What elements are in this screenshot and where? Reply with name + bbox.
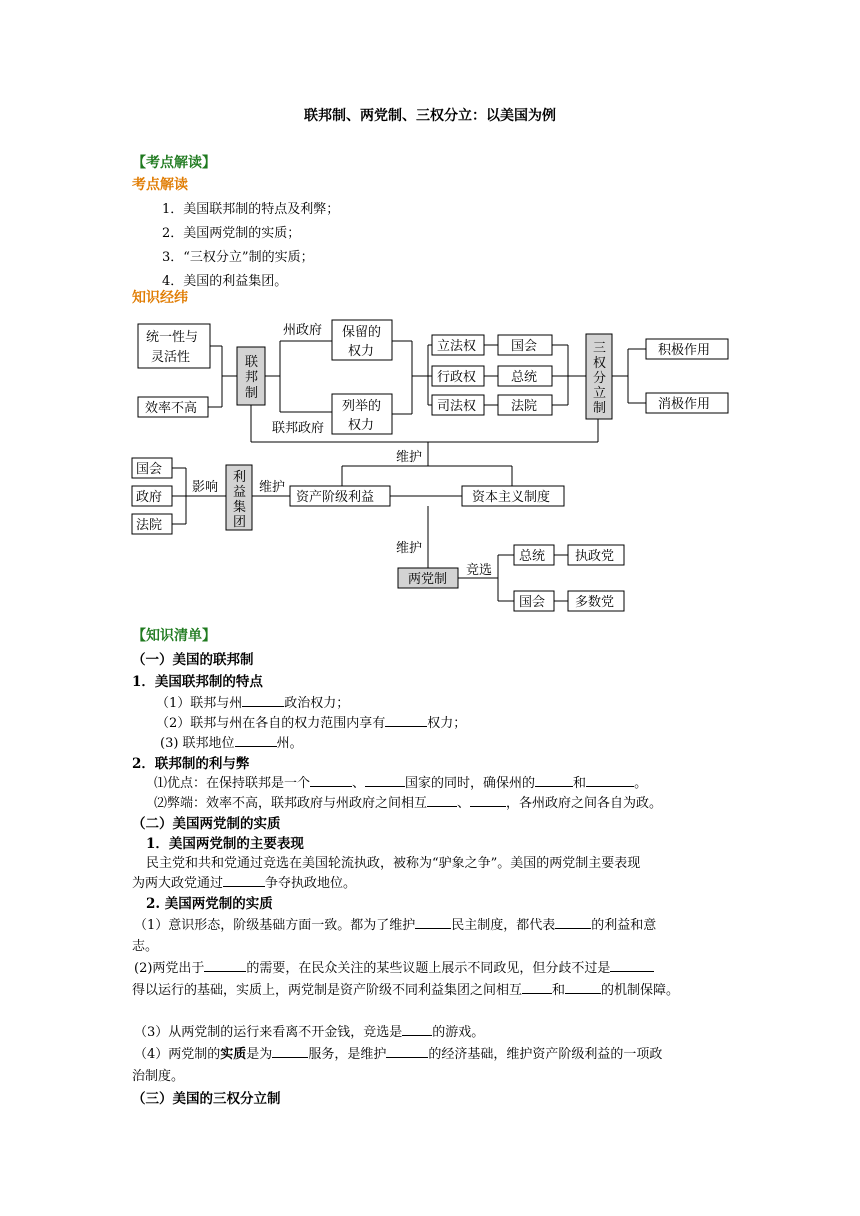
s1-line3: (3) 联邦地位 州。 (160, 732, 303, 751)
node-zongtong2: 总统 (519, 549, 546, 564)
node-left-fayuan: 法院 (136, 518, 163, 533)
s2-para4: （3）从两党制的运行来看离不开金钱，竞选是 的游戏。 (134, 1021, 484, 1040)
s2-para5-line1: （4）两党制的实质是为 服务，是维护 的经济基础，维护资产阶级利益的一项政 (134, 1043, 662, 1062)
page-title: 联邦制、两党制、三权分立：以美国为例 (304, 108, 556, 124)
node-duoshudang: 多数党 (575, 595, 615, 610)
node-sifaquan: 司法权 (437, 399, 477, 414)
node-guohui: 国会 (511, 339, 538, 354)
node-liejv-line1: 列举的 (342, 399, 382, 414)
node-lianbang-char1: 联 (245, 355, 259, 370)
label-zhouzhengfu: 州政府 (283, 323, 323, 338)
node-lifaquan: 立法权 (437, 339, 477, 354)
node-xiaolv: 效率不高 (145, 401, 198, 416)
node-sanquan-char3: 分 (593, 371, 607, 386)
node-xiaoji: 消极作用 (658, 397, 711, 412)
node-tongyi-line1: 统一性与 (146, 330, 199, 345)
s1-line2: （2）联邦与州在各自的权力范围内享有 权力； (156, 712, 466, 731)
s1-line5: ⑵弊端：效率不高，联邦政府与州政府之间相互 、 ，各州政府之间各自为政。 (154, 792, 662, 811)
node-jiji: 积极作用 (658, 343, 711, 358)
label-weihu-bottom: 维护 (396, 541, 423, 556)
s1-h1: 1．美国联邦制的特点 (132, 674, 263, 690)
node-left-guohui: 国会 (136, 462, 163, 477)
kaodian-item-1: 1．美国联邦制的特点及利弊； (162, 202, 340, 217)
node-baoliu-line1: 保留的 (342, 325, 382, 340)
label-jingxuan: 竞选 (466, 563, 493, 578)
node-sanquan-char5: 制 (593, 401, 607, 416)
s2-para1-line1: 民主党和共和党通过竞选在美国轮流执政，被称为“驴象之争”。美国的两党制主要表现 (146, 856, 641, 871)
node-zongtong: 总统 (511, 370, 538, 385)
s2-h2: 2. 美国两党制的实质 (146, 896, 273, 912)
node-liyi-char3: 集 (233, 500, 247, 515)
node-sanquan-char2: 权 (593, 356, 607, 371)
sec1-heading: （一）美国的联邦制 (132, 652, 254, 668)
s2-h1: 1．美国两党制的主要表现 (146, 836, 304, 852)
kaodian-item-4: 4．美国的利益集团。 (162, 274, 288, 289)
node-left-zhengfu: 政府 (136, 490, 163, 505)
node-zichan: 资产阶级利益 (296, 490, 375, 505)
node-liyi-char2: 益 (233, 485, 247, 500)
section-header-qingdan: 【知识清单】 (132, 628, 216, 644)
node-ziben: 资本主义制度 (472, 490, 551, 505)
sec2-heading: （二）美国两党制的实质 (132, 816, 281, 832)
s2-para3-line2: 得以运行的基础，实质上，两党制是资产阶级不同利益集团之间相互 和 的机制保障。 (132, 979, 679, 998)
node-lianbang-char2: 邦 (245, 370, 259, 385)
node-xingzhengquan: 行政权 (437, 370, 477, 385)
node-zhizhengdang: 执政党 (575, 549, 615, 564)
subheader-kaodian: 考点解读 (132, 177, 188, 193)
s2-para2-line1: （1）意识形态，阶级基础方面一致。都为了维护 民主制度，都代表 的利益和意 (134, 914, 656, 933)
sec3-heading: （三）美国的三权分立制 (132, 1091, 281, 1107)
node-fayuan: 法院 (511, 399, 538, 414)
s2-para5-line2: 治制度。 (132, 1069, 185, 1084)
node-guohui2: 国会 (519, 595, 546, 610)
section-header-kaodian: 【考点解读】 (132, 155, 216, 171)
s1-line4: ⑴优点：在保持联邦是一个 、 国家的同时，确保州的 和 。 (154, 772, 647, 791)
label-lianbangzhengfu: 联邦政府 (272, 421, 325, 436)
s1-line1: （1）联邦与州 政治权力； (156, 692, 349, 711)
s2-para2-line2: 志。 (132, 939, 159, 954)
kaodian-item-2: 2．美国两党制的实质； (162, 226, 301, 241)
node-liangdang: 两党制 (408, 572, 448, 587)
label-yingxiang: 影响 (192, 480, 219, 495)
node-sanquan-char1: 三 (593, 341, 607, 356)
s1-h2: 2．联邦制的利与弊 (132, 756, 250, 772)
node-tongyi-line2: 灵活性 (151, 350, 191, 365)
node-liyi-char4: 团 (233, 515, 247, 530)
node-baoliu-line2: 权力 (348, 344, 375, 359)
s2-para1-line2: 为两大政党通过 争夺执政地位。 (132, 872, 356, 891)
label-weihu-mid: 维护 (259, 480, 286, 495)
node-liyi-char1: 利 (233, 470, 247, 485)
label-weihu-top: 维护 (396, 450, 423, 465)
kaodian-item-3: 3．“三权分立”制的实质； (162, 250, 314, 265)
node-liejv-line2: 权力 (348, 418, 375, 433)
node-sanquan-char4: 立 (593, 386, 607, 401)
node-lianbang-char3: 制 (245, 386, 259, 401)
s2-para3-line1: (2)两党出于 的需要，在民众关注的某些议题上展示不同政见，但分歧不过是 (134, 957, 654, 976)
subheader-zhishi-jingwei: 知识经纬 (132, 290, 188, 306)
